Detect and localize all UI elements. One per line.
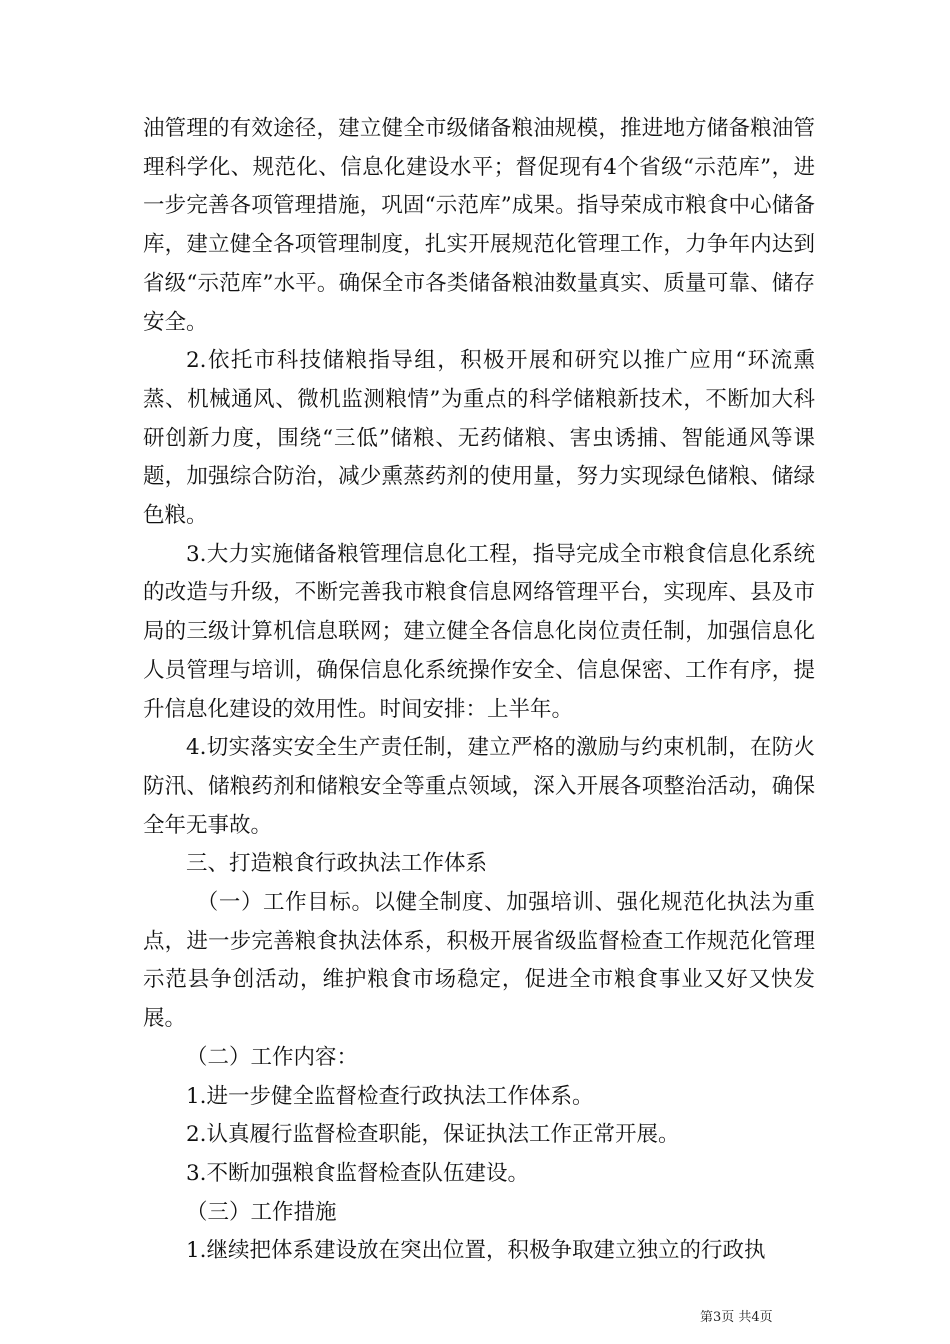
page-number-footer: 第3页 共4页: [700, 1310, 773, 1325]
paragraph-item-2-tech-storage: 2.依托市科技储粮指导组，积极开展和研究以推广应用“环流熏蒸、机械通风、微机监测粮情”为重点的科学储粮新技术，不断加大科研创新力度，围绕“三低”储粮、无药储粮、害虫诱捕、智能通风等课题，加强综合防治，减少熏蒸药剂的使用量，努力实现绿色储粮、储绿色粮。: [143, 348, 815, 529]
subheading-work-content: （二）工作内容：: [186, 1044, 359, 1070]
list-item-content-2: 2.认真履行监督检查职能，保证执法工作正常开展。: [186, 1122, 680, 1148]
document-body: [143, 110, 815, 1271]
section-heading-3: 三、打造粮食行政执法工作体系: [186, 851, 488, 877]
list-item-content-3: 3.不断加强粮食监督检查队伍建设。: [186, 1160, 530, 1186]
subheading-work-measures: （三）工作措施: [186, 1199, 337, 1225]
list-item-content-1: 1.进一步健全监督检查行政执法工作体系。: [186, 1083, 594, 1109]
paragraph-work-goal: （一）工作目标。以健全制度、加强培训、强化规范化执法为重点，进一步完善粮食执法体系，积极开展省级监督检查工作规范化管理示范县争创活动，维护粮食市场稳定，促进全市粮食事业又好又快发展。: [143, 890, 815, 1032]
list-item-measure-1: 1.继续把体系建设放在突出位置，积极争取建立独立的行政执: [186, 1238, 766, 1264]
paragraph-item-4-safety: 4.切实落实安全生产责任制，建立严格的激励与约束机制，在防火防汛、储粮药剂和储粮安全等重点领域，深入开展各项整治活动，确保全年无事故。: [143, 735, 815, 838]
paragraph-item-3-informatization: 3.大力实施储备粮管理信息化工程，指导完成全市粮食信息化系统的改造与升级，不断完善我市粮食信息网络管理平台，实现库、县及市局的三级计算机信息联网；建立健全各信息化岗位责任制，加强信息化人员管理与培训，确保信息化系统操作安全、信息保密、工作有序，提升信息化建设的效用性。时间安排：上半年。: [143, 541, 815, 722]
paragraph-storage-management: 油管理的有效途径，建立健全市级储备粮油规模，推进地方储备粮油管理科学化、规范化、信息化建设水平；督促现有4个省级“示范库”，进一步完善各项管理措施，巩固“示范库”成果。指导荣成市粮食中心储备库，建立健全各项管理制度，扎实开展规范化管理工作，力争年内达到省级“示范库”水平。确保全市各类储备粮油数量真实、质量可靠、储存安全。: [143, 116, 815, 335]
